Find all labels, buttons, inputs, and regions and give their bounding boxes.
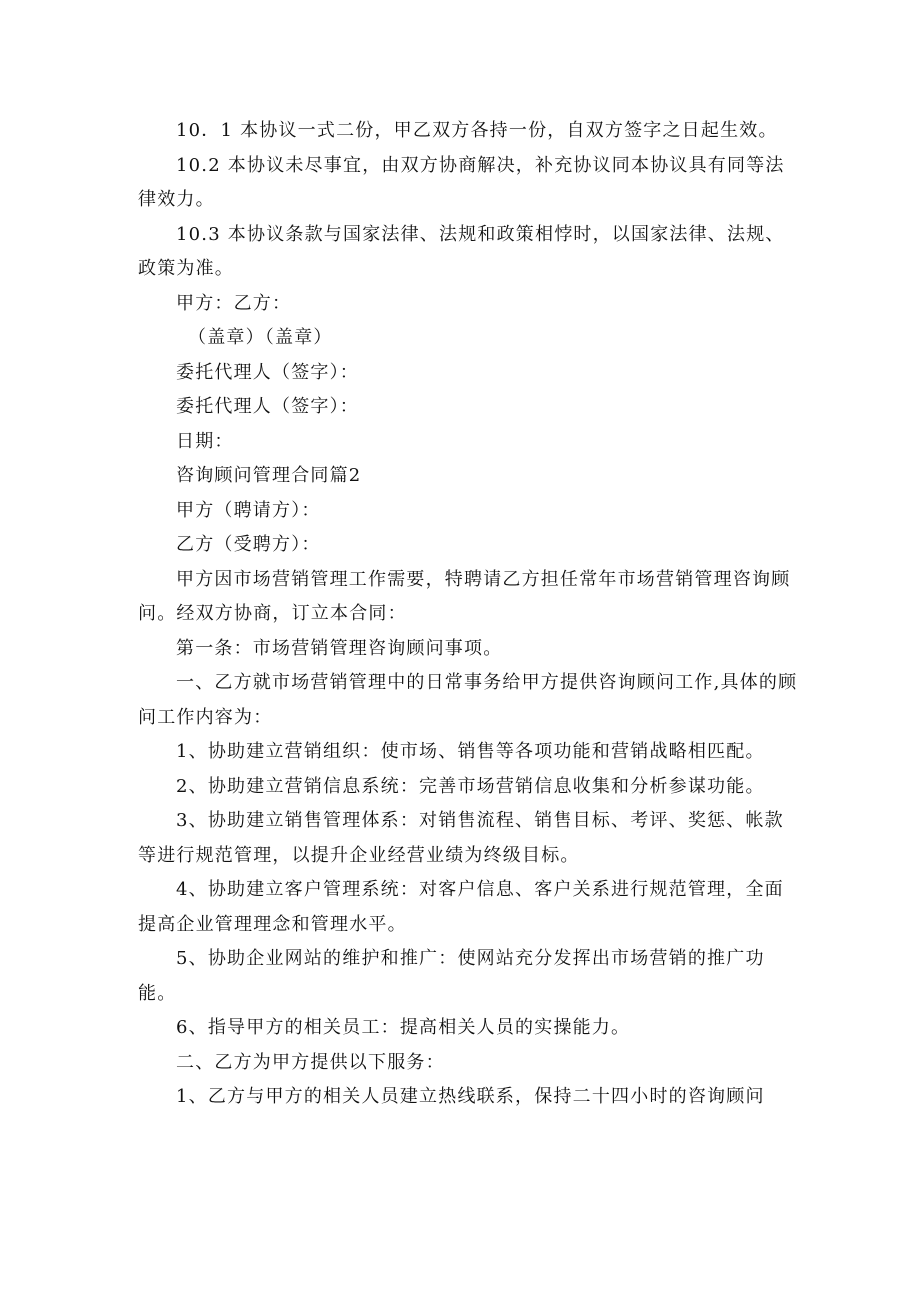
clause-10-3: 10.3 本协议条款与国家法律、法规和政策相悖时，以国家法律、法规、政策为准。 bbox=[138, 223, 785, 279]
date-line: 日期： bbox=[176, 430, 234, 452]
article-1-heading: 第一条：市场营销管理咨询顾问事项。 bbox=[176, 637, 503, 659]
list-item: 4、协助建立客户管理系统：对客户信息、客户关系进行规范管理，全面提高企业管理理念和管理水平。 bbox=[138, 879, 784, 935]
clause-10-2: 10.2 本协议未尽事宜，由双方协商解决，补充协议同本协议具有同等法律效力。 bbox=[138, 154, 785, 210]
item-two-heading: 二、乙方为甲方提供以下服务： bbox=[176, 1051, 445, 1073]
party-b-line: 乙方（受聘方）： bbox=[176, 534, 321, 555]
agent-signature-line-1: 委托代理人（签字）： bbox=[176, 361, 359, 383]
section-title: 咨询顾问管理合同篇2 bbox=[176, 465, 362, 486]
seal-line: （盖章）（盖章） bbox=[188, 327, 333, 348]
list-item: 6、指导甲方的相关员工：提高相关人员的实操能力。 bbox=[176, 1017, 631, 1038]
list-item: 1、协助建立营销组织：使市场、销售等各项功能和营销战略相匹配。 bbox=[176, 741, 765, 762]
list-item: 2、协助建立营销信息系统：完善市场营销信息收集和分析参谋功能。 bbox=[176, 775, 765, 797]
intro-paragraph: 甲方因市场营销管理工作需要，特聘请乙方担任常年市场营销管理咨询顾问。经双方协商，订立本合同： bbox=[138, 568, 791, 624]
agent-signature-line-2: 委托代理人（签字）： bbox=[176, 396, 359, 417]
party-a-line: 甲方（聘请方）： bbox=[176, 499, 321, 521]
item-one-heading: 一、乙方就市场营销管理中的日常事务给甲方提供咨询顾问工作,具体的顾问工作内容为： bbox=[138, 672, 798, 728]
list-item: 1、乙方与甲方的相关人员建立热线联系，保持二十四小时的咨询顾问 bbox=[176, 1086, 765, 1107]
list-item: 3、协助建立销售管理体系：对销售流程、销售目标、考评、奖惩、帐款等进行规范管理，以提升企业经营业绩为终级目标。 bbox=[138, 810, 784, 866]
party-signature-line: 甲方：乙方： bbox=[176, 292, 292, 314]
list-item: 5、协助企业网站的维护和推广：使网站充分发挥出市场营销的推广功能。 bbox=[138, 948, 765, 1004]
clause-10-1: 10．1 本协议一式二份，甲乙双方各持一份，自双方签字之日起生效。 bbox=[176, 120, 778, 141]
document-body bbox=[138, 114, 798, 1115]
